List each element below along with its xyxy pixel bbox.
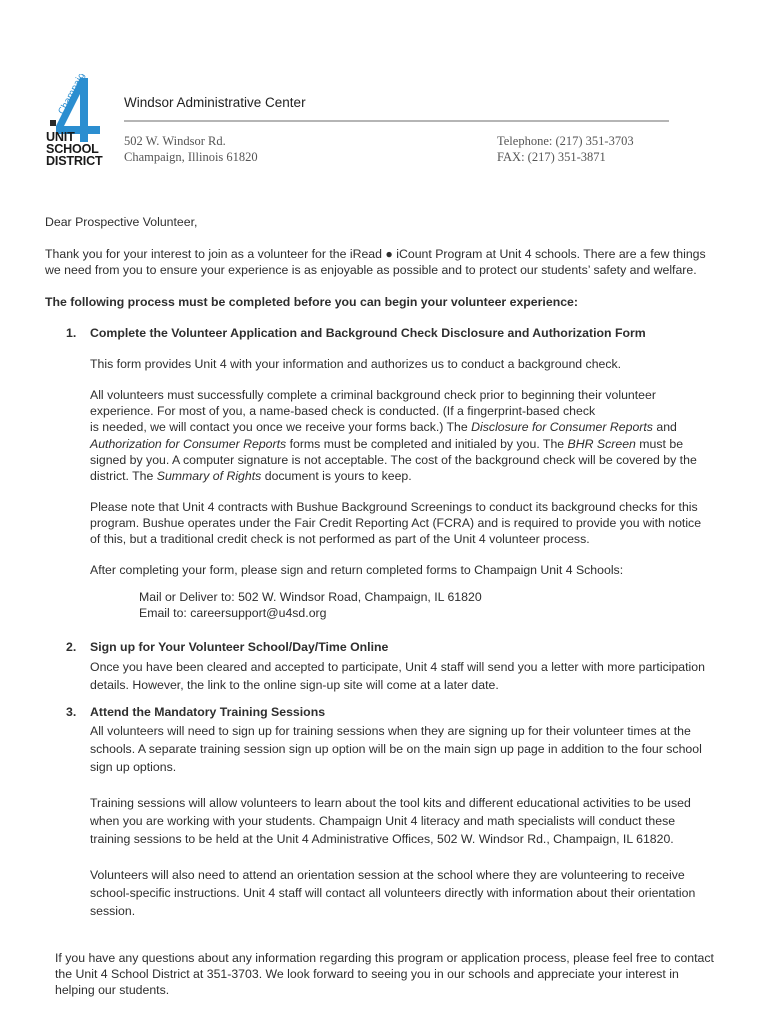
text-line: All volunteers must successfully complete a criminal background check prior to beginning their volunteer — [90, 388, 656, 402]
step1-paragraph2 — [90, 387, 697, 484]
text-line: Volunteers will also need to attend an orientation session at the school where they are volunteering to receive — [90, 868, 685, 882]
district-name — [46, 131, 102, 167]
text-run: district. The — [90, 469, 157, 484]
text-line: training sessions to be held at the Unit 4 Administrative Offices, 502 W. Windsor Rd., Champaign, IL 61820. — [90, 832, 674, 846]
step2-body — [90, 658, 705, 694]
text-run: forms must be completed and initialed by you. The — [286, 436, 568, 451]
step2-title: Sign up for Your Volunteer School/Day/Time Online — [90, 640, 389, 654]
step1-paragraph4: After completing your form, please sign and return completed forms to Champaign Unit 4 Schools: — [90, 563, 624, 577]
text-line: of this, but a traditional credit check is not performed as part of the Unit 4 volunteer process. — [90, 532, 590, 547]
text-line: details. However, the link to the online sign-up site will come at a later date. — [90, 678, 499, 692]
address-block — [124, 133, 258, 165]
closing-paragraph — [55, 950, 714, 999]
form-name-summary-of-rights: Summary of Rights — [156, 469, 262, 484]
header-divider — [124, 120, 669, 122]
text-run: must be — [635, 436, 684, 451]
contact-block — [497, 133, 634, 165]
text-line: Please note that Unit 4 contracts with Bushue Background Screenings to conduct its background checks for this — [90, 500, 698, 514]
step3-paragraph2 — [90, 794, 691, 848]
text-line: signed by you. A computer signature is not acceptable. The cost of the background check will be covered by the — [90, 452, 697, 467]
text-line — [90, 468, 697, 484]
intro-line: we need from you to ensure your experience is as enjoyable as possible and to protect our students’ safety and welfare. — [45, 263, 697, 278]
form-name-bhr-screen: BHR Screen — [567, 436, 636, 451]
district-line-unit: UNIT — [46, 130, 75, 144]
text-line: the Unit 4 School District at 351-3703. We look forward to seeing you in our schools and appreciate your interest in — [55, 967, 679, 982]
step3-paragraph1 — [90, 722, 702, 776]
district-line-district: DISTRICT — [46, 154, 103, 168]
text-line: All volunteers will need to sign up for training sessions when they are signing up for their volunteer times at the — [90, 724, 691, 738]
form-name-disclosure: Disclosure for Consumer Reports — [471, 420, 653, 435]
logo-script: Champaign — [57, 74, 91, 117]
text-line: session. — [90, 904, 136, 918]
step1-number: 1. — [66, 326, 77, 340]
text-line: If you have any questions about any information regarding this program or application process, please feel free to contact — [55, 951, 714, 965]
text-line: experience. For most of you, a name-based check is conducted. (If a fingerprint-based check — [90, 404, 596, 419]
text-line: program. Bushue operates under the Fair Credit Reporting Act (FCRA) and is required to provide you with notice — [90, 516, 702, 531]
form-name-authorization: Authorization for Consumer Reports — [90, 436, 287, 451]
address-line2: Champaign, Illinois 61820 — [124, 150, 258, 164]
center-title: Windsor Administrative Center — [124, 95, 306, 110]
district-line-school: SCHOOL — [46, 142, 99, 156]
text-line: school-specific instructions. Unit 4 staff will contact all volunteers directly with information about their orientation — [90, 886, 696, 900]
text-line — [90, 419, 697, 435]
text-run: document is yours to keep. — [261, 469, 412, 484]
text-line: schools. A separate training session sign up option will be on the main sign up page in addition to the four school — [90, 742, 702, 756]
text-run: is needed, we will contact you once we receive your forms back.) The — [90, 420, 472, 435]
text-line — [90, 436, 697, 452]
salutation: Dear Prospective Volunteer, — [45, 215, 198, 229]
return-instructions — [139, 589, 482, 621]
step3-paragraph3 — [90, 866, 695, 920]
text-line: Once you have been cleared and accepted to participate, Unit 4 staff will send you a letter with more participation — [90, 660, 705, 674]
step2-number: 2. — [66, 640, 77, 654]
step1-paragraph3 — [90, 499, 701, 548]
step3-title: Attend the Mandatory Training Sessions — [90, 705, 326, 719]
intro-line: Thank you for your interest to join as a volunteer for the iRead ● iCount Program at Unit 4 schools. There are a few things — [45, 247, 706, 261]
text-line: Training sessions will allow volunteers to learn about the tool kits and different educational activities to be used — [90, 796, 691, 810]
step1-title: Complete the Volunteer Application and Background Check Disclosure and Authorization Form — [90, 326, 646, 340]
step3-number: 3. — [66, 705, 77, 719]
text-line: sign up options. — [90, 760, 177, 774]
process-heading: The following process must be completed before you can begin your volunteer experience: — [45, 295, 578, 309]
email-address: Email to: careersupport@u4sd.org — [139, 606, 327, 621]
step1-paragraph1: This form provides Unit 4 with your information and authorizes us to conduct a background check. — [90, 357, 622, 371]
mail-address: Mail or Deliver to: 502 W. Windsor Road, Champaign, IL 61820 — [139, 590, 482, 604]
fax: FAX: (217) 351-3871 — [497, 150, 606, 164]
telephone: Telephone: (217) 351-3703 — [497, 134, 634, 148]
address-line1: 502 W. Windsor Rd. — [124, 134, 226, 148]
text-line: when you are working with your students. Champaign Unit 4 literacy and math specialists will conduct these — [90, 814, 676, 828]
text-run: and — [652, 420, 677, 435]
text-line: helping our students. — [55, 983, 170, 998]
intro-paragraph — [45, 246, 706, 278]
